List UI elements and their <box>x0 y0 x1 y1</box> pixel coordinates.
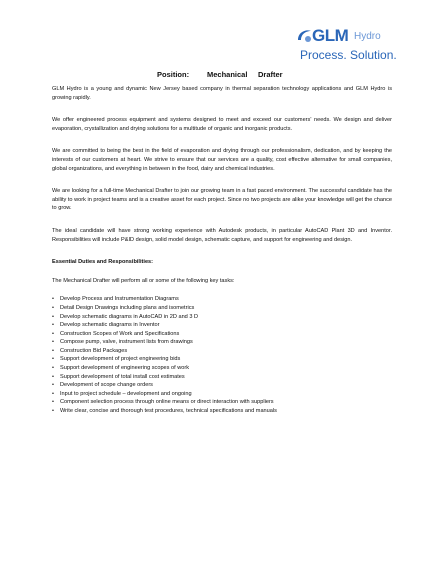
list-item: • Development of scope change orders <box>52 381 392 390</box>
commitment-paragraph: We are committed to being the best in the field of evaporation and drying through our professionalism, dedication, and by keeping the interests of our customers at heart. We strive to ensure that our services are a quality, cost effective alternative for small companies, global organizations, and everything in between in the food, dairy and chemical industries. <box>52 148 392 172</box>
candidate-paragraph: The ideal candidate will have strong working experience with Autodesk products, in particular AutoCAD Plant 3D and Inventor. Responsibilities will include P&ID design, solid model design, schematic capture, and support for engineering and design. <box>52 227 392 243</box>
list-item: • Develop schematic diagrams in Inventor <box>52 321 392 330</box>
position-label: Position: <box>157 70 190 79</box>
list-item: • Construction Bid Packages <box>52 347 392 356</box>
logo-brand: GLM <box>312 26 349 45</box>
list-item: • Construction Scopes of Work and Specifications <box>52 330 392 339</box>
list-item: • Compose pump, valve, instrument lists from drawings <box>52 338 392 347</box>
duties-heading: Essential Duties and Responsibilities: <box>52 259 154 266</box>
position-word-2: Drafter <box>258 70 283 79</box>
logo-swoosh-icon <box>296 28 312 44</box>
list-item: • Develop schematic diagrams in AutoCAD in 2D and 3 D <box>52 313 392 322</box>
task-list <box>52 295 392 415</box>
list-item: • Develop Process and Instrumentation Diagrams <box>52 295 392 304</box>
company-logo <box>296 26 426 70</box>
list-item: • Detail Design Drawings including plans and isometrics <box>52 304 392 313</box>
position-word-1: Mechanical <box>207 70 248 79</box>
list-item: • Component selection process through online means or direct interaction with suppliers <box>52 398 392 407</box>
logo-brand-sub: Hydro <box>354 31 381 42</box>
logo-tagline: Process. Solution. <box>300 48 397 62</box>
offer-paragraph: We offer engineered process equipment and systems designed to meet and exceed our customers' needs. We design and deliver evaporation, crystallization and drying solutions for a multitude of organic and inorganic products. <box>52 117 392 132</box>
list-item: • Support development of total install cost estimates <box>52 373 392 382</box>
intro-paragraph: GLM Hydro is a young and dynamic New Jersey based company in thermal separation technology applications and GLM Hydro is growing rapidly. <box>52 86 392 101</box>
list-item: • Write clear, concise and thorough test procedures, technical specifications and manuals <box>52 407 392 416</box>
role-paragraph: We are looking for a full-time Mechanical Drafter to join our growing team in a fast paced environment. The successful candidate has the ability to work in project teams and is a creative asset for each project. Since no two projects are alike your knowledge will get the chance to grow. <box>52 188 392 212</box>
duties-intro: The Mechanical Drafter will perform all or some of the following key tasks: <box>52 277 235 284</box>
list-item: • Input to project schedule – development and ongoing <box>52 390 392 399</box>
list-item: • Support development of engineering scopes of work <box>52 364 392 373</box>
list-item: • Support development of project engineering bids <box>52 355 392 364</box>
document-body <box>52 85 392 416</box>
